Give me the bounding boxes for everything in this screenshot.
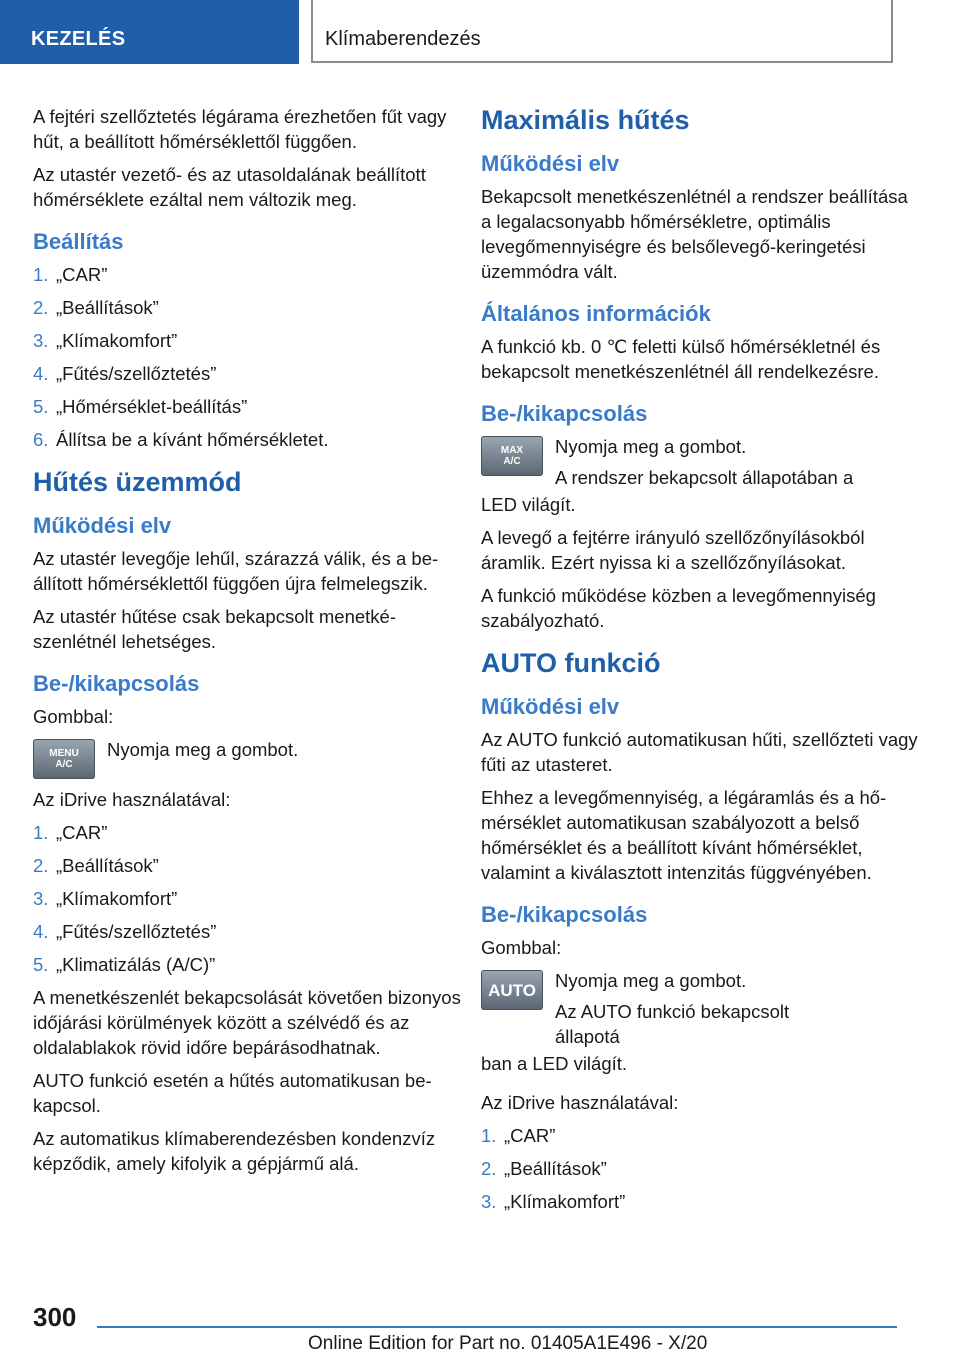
list-item: 5. „Hőmérséklet-beállítás” [33,396,248,417]
auto-row [481,968,921,1049]
auto-principle-2: Ehhez a levegőmennyiség, a légáramlás és a hőmérséklet automatikusan szabályozott a belső hőmérséklet és a beállított kívánt hőmérséklet, valamint a kiválasztott intenzitás függvényében. [481,787,887,883]
max-ac-row [481,434,921,490]
press-button-text: Nyomja meg a gombot. [555,436,747,457]
intro-paragraph-1: A fejtéri szellőztetés légárama érezhetően fűt vagy hűt, a beállított hőmérséklettől függően. [33,106,447,152]
list-item: 2. „Beállítások” [33,297,159,318]
press-button-text: Nyomja meg a gombot. [555,970,747,991]
list-item: 1. „CAR” [33,822,108,843]
max-note-2: A funkció működése közben a levegőmennyiség szabályozható. [481,585,876,631]
list-item: 3. „Klímakomfort” [33,888,178,909]
note-paragraph-1: A menetkészenlét bekapcsolását követően bizonyos időjárási körülmények között a szélvédő és az oldalablakok rövid időre bepárásodhatnak. [33,987,461,1058]
max-ac-button-icon: MAX A/C [481,436,543,476]
right-column [481,104,921,1222]
principle-heading: Működési elv [33,513,172,538]
footer-divider [97,1326,897,1328]
list-item: 3. „Klímakomfort” [481,1191,626,1212]
list-item: 4. „Fűtés/szellőztetés” [33,363,217,384]
max-cooling-heading: Maximális hűtés [481,105,690,135]
left-column [33,104,463,1184]
footer-edition: Online Edition for Part no. 01405A1E496 - X/20 [308,1333,708,1354]
max-note-1: A levegő a fejtérre irányuló szellőzőnyílásokból áramlik. Ezért nyissa ki a szellőzőnyílásokat. [481,527,865,573]
section-tab [0,0,299,64]
press-button-text: Nyomja meg a gombot. [107,739,299,760]
idrive-steps [481,1123,921,1214]
list-item: 1. „CAR” [33,264,108,285]
max-principle-text: Bekapcsolt menetkészenlétnél a rendszer beállítása a legalacsonyabb hőmérsékletre, optimális levegőmennyiségre és belsőlevegő-keringetési üzemmódra vált. [481,186,908,282]
auto-heading: AUTO funkció [481,648,661,678]
with-button-text: Gombbal: [481,937,562,958]
onoff-heading: Be-/kikapcsolás [481,401,648,426]
setting-heading: Beállítás [33,229,124,254]
note-paragraph-3: Az automatikus klímaberendezésben kondenzvíz képződik, amely kifolyik a gépjármű alá. [33,1128,436,1174]
principle-paragraph-1: Az utastér levegője lehűl, szárazzá válik, és a beállított hőmérséklettől függően újra felmelegszik. [33,548,439,594]
principle-heading: Működési elv [481,151,620,176]
auto-led-text-cont: ban a LED világít. [481,1053,628,1074]
principle-heading: Működési elv [481,694,620,719]
onoff-heading: Be-/kikapcsolás [481,902,648,927]
via-idrive-text: Az iDrive használatával: [33,789,231,810]
list-item: 2. „Beállítások” [33,855,159,876]
general-info-heading: Általános információk [481,301,711,326]
max-led-text-cont: LED világít. [481,494,576,515]
intro-paragraph-2: Az utastér vezető- és az utasoldalának beállított hőmérséklete ezáltal nem változik meg. [33,164,426,210]
list-item: 6. Állítsa be a kívánt hőmérsékletet. [33,429,329,450]
onoff-heading: Be-/kikapcsolás [33,671,200,696]
list-item: 3. „Klímakomfort” [33,330,178,351]
max-led-text: A rendszer bekapcsolt állapotában a [555,467,854,488]
menu-ac-row [33,737,463,779]
cooling-heading: Hűtés üzemmód [33,467,242,497]
list-item: 1. „CAR” [481,1125,556,1146]
with-button-text: Gombbal: [33,706,114,727]
chapter-title: Klímaberendezés [325,28,481,50]
section-title: KEZELÉS [31,28,126,50]
list-item: 2. „Beállítások” [481,1158,607,1179]
general-info-text: A funkció kb. 0 ℃ feletti külső hőmérsékletnél és bekapcsolt menetkészenlétnél áll rendelkezésre. [481,336,881,382]
setting-steps [33,262,463,452]
idrive-steps [33,820,463,977]
auto-principle-1: Az AUTO funkció automatikusan hűti, szellőzteti vagy fűti az utasteret. [481,729,918,775]
auto-led-text: Az AUTO funkció bekapcsolt állapotá [555,1001,790,1047]
page-number: 300 [33,1302,77,1332]
auto-button-icon: AUTO [481,970,543,1010]
menu-ac-button-icon: MENU A/C [33,739,95,779]
list-item: 5. „Klimatizálás (A/C)” [33,954,216,975]
principle-paragraph-2: Az utastér hűtése csak bekapcsolt menetkészenlétnél lehetséges. [33,606,397,652]
list-item: 4. „Fűtés/szellőztetés” [33,921,217,942]
note-paragraph-2: AUTO funkció esetén a hűtés automatikusan bekapcsol. [33,1070,432,1116]
via-idrive-text: Az iDrive használatával: [481,1092,679,1113]
chapter-box [311,0,893,63]
